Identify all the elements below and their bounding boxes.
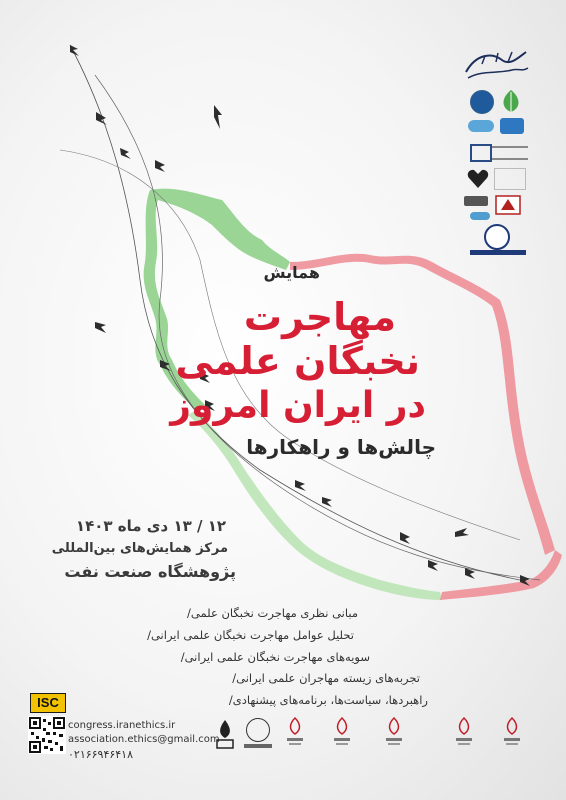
blue-wave-logo: [468, 120, 494, 132]
iran-emblem-logo: [500, 716, 524, 748]
subtitle: چالش‌ها و راهکارها: [246, 435, 436, 459]
bird-icon: [428, 560, 438, 571]
website-link[interactable]: congress.iranethics.ir: [68, 720, 176, 731]
venue-line-2: پژوهشگاه صنعت نفت: [64, 562, 236, 581]
bird-icon: [455, 528, 469, 537]
bird-icon: [400, 532, 410, 544]
title-line-1: مهاجرت: [243, 295, 396, 339]
university-seal-logo: [470, 90, 494, 114]
oil-ministry-logo: [214, 718, 236, 750]
map-green-north: [150, 189, 290, 270]
round-seal-logo: [484, 224, 510, 250]
topic-item: تجربه‌های زیسته مهاجران علمی ایرانی/: [232, 671, 420, 685]
iran-emblem-logo: [330, 716, 354, 748]
round-emblem-logo: [246, 718, 270, 742]
bird-icon: [295, 480, 306, 491]
grey-text-logo: [492, 146, 528, 160]
topic-item: سویه‌های مهاجرت نخبگان علمی ایرانی/: [180, 650, 370, 664]
venue-line-1: مرکز همایش‌های بین‌المللی: [51, 541, 228, 556]
bird-icon: [95, 322, 106, 333]
blue-institute-logo: [500, 118, 524, 134]
iran-emblem-logo: [283, 716, 307, 748]
blue-square-logo: [470, 144, 492, 162]
kicker-label: همایش: [263, 263, 320, 282]
red-emblem-logo: [494, 194, 522, 216]
isc-badge: ISC: [30, 693, 66, 713]
phone-number: ۰۲۱۶۶۹۴۶۴۱۸: [68, 748, 133, 761]
bird-icon: [96, 112, 107, 125]
emblem-caption-logo: [244, 744, 272, 748]
seal-caption-logo: [470, 250, 526, 255]
bird-icon: [120, 148, 131, 159]
green-leaf-logo: [497, 88, 525, 114]
topic-item: راهبردها، سیاست‌ها، برنامه‌های پیشنهادی/: [228, 693, 428, 707]
title-line-3: در ایران امروز: [170, 385, 426, 426]
light-blue-logo: [470, 212, 490, 220]
email-link[interactable]: association.ethics@gmail.com: [68, 734, 220, 745]
bird-icon: [214, 105, 222, 129]
qr-code-icon[interactable]: [28, 716, 66, 754]
title-line-2: نخبگان علمی: [175, 339, 420, 383]
iran-emblem-logo: [382, 716, 406, 748]
iran-emblem-logo: [452, 716, 476, 748]
topic-item: مبانی نظری مهاجرت نخبگان علمی/: [187, 606, 358, 620]
society-calligraphy-logo: [462, 44, 530, 84]
event-date: ۱۲ / ۱۳ دی ماه ۱۴۰۳: [75, 517, 226, 535]
bird-icon: [322, 497, 332, 507]
dark-bar-logo: [464, 196, 488, 206]
calligraphy-box-logo: [494, 168, 526, 190]
topic-item: تحلیل عوامل مهاجرت نخبگان علمی ایرانی/: [147, 628, 354, 642]
bird-icon: [155, 160, 165, 172]
black-heart-logo: [466, 166, 490, 190]
